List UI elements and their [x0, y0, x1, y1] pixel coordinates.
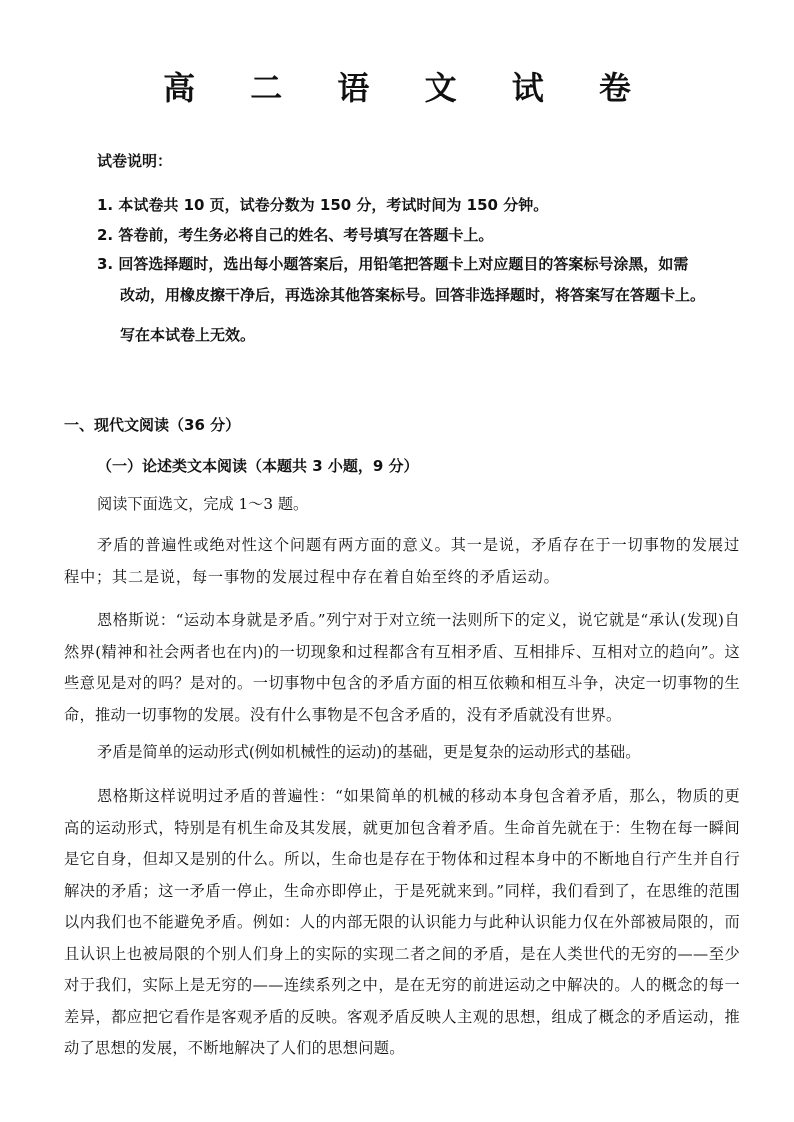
instruction-item-3-continued: 改动，用橡皮擦干净后，再选涂其他答案标号。回答非选择题时，将答案写在答题卡上。 [120, 286, 706, 304]
subsection-heading: （一）论述类文本阅读（本题共 3 小题，9 分） [97, 457, 419, 475]
section-heading: 一、现代文阅读（36 分） [64, 416, 241, 434]
reading-instruction: 阅读下面选文，完成 1～3 题。 [97, 495, 309, 513]
passage-paragraph-3: 矛盾是简单的运动形式(例如机械性的运动)的基础，更是复杂的运动形式的基础。 [97, 743, 641, 761]
instruction-item-3-last: 写在本试卷上无效。 [120, 326, 256, 344]
instruction-item-2: 2. 答卷前，考生务必将自己的姓名、考号填写在答题卡上。 [97, 226, 494, 244]
passage-paragraph-4: 恩格斯这样说明过矛盾的普遍性：“如果简单的机械的移动本身包含着矛盾，那么，物质的更高的运动形式，特别是有机生命及其发展，就更加包含着矛盾。生命首先就在于：生物在每一瞬间是它自身，但却又是别的什么。所以，生命也是存在于物体和过程本身中的不断地自行产生并自行解决的矛盾；这一矛盾一停止，生命亦即停止，于是死就来到。”同样，我们看到了，在思维的范围以内我们也不能避免矛盾。例如：人的内部无限的认识能力与此种认识能力仅在外部被局限的，而且认识上也被局限的个别人们身上的实际的实现二者之间的矛盾，是在人类世代的无穷的——至少对于我们，实际上是无穷的——连续系列之中，是在无穷的前进运动之中解决的。人的概念的每一差异，都应把它看作是客观矛盾的反映。客观矛盾反映人主观的思想，组成了概念的矛盾运动，推动了思想的发展，不断地解决了人们的思想问题。 [64, 787, 740, 1057]
instructions-label: 试卷说明： [97, 152, 173, 170]
instruction-item-1: 1. 本试卷共 10 页，试卷分数为 150 分，考试时间为 150 分钟。 [97, 196, 549, 214]
instruction-item-3: 3. 回答选择题时，选出每小题答案后，用铅笔把答题卡上对应题目的答案标号涂黑，如需 [97, 255, 689, 273]
passage-paragraph-2: 恩格斯说：“运动本身就是矛盾。”列宁对于对立统一法则所下的定义，说它就是“承认(发现)自然界(精神和社会两者也在内)的一切现象和过程都含有互相矛盾、互相排斥、互相对立的趋向”。这些意见是对的吗？是对的。一切事物中包含的矛盾方面的相互依赖和相互斗争，决定一切事物的生命，推动一切事物的发展。没有什么事物是不包含矛盾的，没有矛盾就没有世界。 [64, 611, 740, 724]
page-title: 高 二 语 文 试 卷 [163, 69, 653, 107]
passage-paragraph-1: 矛盾的普遍性或绝对性这个问题有两方面的意义。其一是说，矛盾存在于一切事物的发展过程中；其二是说，每一事物的发展过程中存在着自始至终的矛盾运动。 [64, 536, 740, 586]
